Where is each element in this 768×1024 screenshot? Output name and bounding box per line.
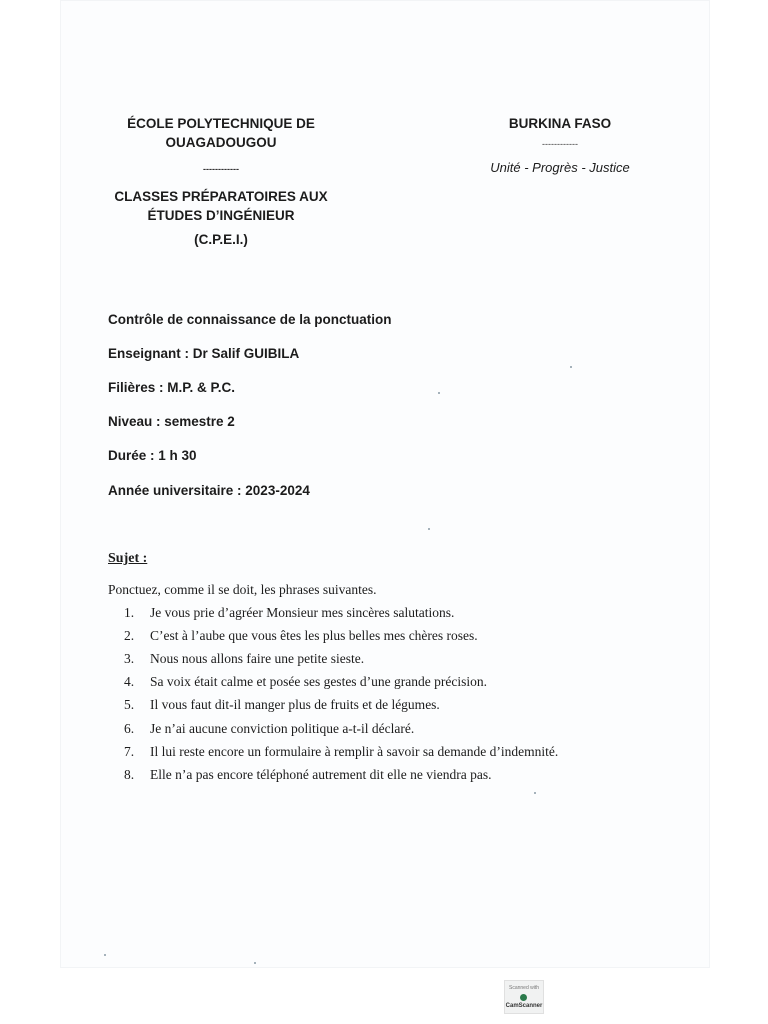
school-name-line2: OUAGADOUGOU — [165, 135, 277, 150]
item-number: 4. — [124, 674, 135, 689]
watermark-scanned-label: Scanned with — [508, 985, 540, 991]
list-item — [124, 628, 478, 644]
header-separator-right: ------------ — [542, 139, 578, 149]
scan-speck — [534, 792, 536, 794]
exam-title: Contrôle de connaissance de la ponctuation — [108, 312, 392, 327]
item-number: 2. — [124, 628, 135, 643]
scan-speck — [104, 954, 106, 956]
exam-duration: Durée : 1 h 30 — [108, 448, 197, 463]
list-item — [124, 605, 454, 621]
header-separator-left: ------------ — [203, 164, 239, 174]
item-text: C’est à l’aube que vous êtes les plus belles mes chères roses. — [150, 628, 478, 643]
item-text: Il lui reste encore un formulaire à remplir à savoir sa demande d’indemnité. — [150, 744, 559, 759]
national-motto: Unité - Progrès - Justice — [490, 160, 630, 175]
list-item — [124, 721, 414, 737]
exam-level: Niveau : semestre 2 — [108, 414, 235, 429]
item-text: Elle n’a pas encore téléphoné autrement dit elle ne viendra pas. — [150, 767, 492, 782]
item-number: 5. — [124, 697, 135, 712]
watermark-app-name-text: CamScanner — [505, 1003, 543, 1010]
exam-teacher: Enseignant : Dr Salif GUIBILA — [108, 346, 300, 361]
item-text: Il vous faut dit-il manger plus de fruits et de légumes. — [150, 697, 440, 712]
country-header — [470, 114, 650, 177]
item-text: Sa voix était calme et posée ses gestes d’une grande précision. — [150, 674, 488, 689]
item-number: 6. — [124, 721, 135, 736]
subject-heading: Sujet : — [108, 551, 148, 566]
scan-speck — [428, 528, 430, 530]
list-item — [124, 651, 364, 667]
classes-name-line2: ÉTUDES D’INGÉNIEUR — [147, 208, 295, 223]
list-item — [124, 744, 558, 760]
camscanner-icon — [520, 994, 527, 1001]
scan-speck — [254, 962, 256, 964]
item-number: 3. — [124, 651, 135, 666]
item-text: Nous nous allons faire une petite sieste. — [150, 651, 365, 666]
exam-year: Année universitaire : 2023-2024 — [108, 483, 310, 498]
item-number: 7. — [124, 744, 135, 759]
list-item — [124, 767, 491, 783]
exam-fields: Filières : M.P. & P.C. — [108, 380, 236, 395]
item-number: 1. — [124, 605, 135, 620]
institution-header — [108, 114, 334, 249]
item-text: Je vous prie d’agréer Monsieur mes sincères salutations. — [150, 605, 455, 620]
list-item — [124, 697, 440, 713]
watermark-app-name — [505, 994, 543, 1010]
country-name: BURKINA FASO — [508, 116, 612, 131]
camscanner-watermark — [504, 980, 544, 1014]
school-name-line1: ÉCOLE POLYTECHNIQUE DE — [127, 116, 315, 131]
classes-name-line1: CLASSES PRÉPARATOIRES AUX — [114, 189, 328, 204]
item-text: Je n’ai aucune conviction politique a-t-il déclaré. — [150, 721, 415, 736]
list-item — [124, 674, 487, 690]
item-number: 8. — [124, 767, 135, 782]
subject-instruction: Ponctuez, comme il se doit, les phrases suivantes. — [108, 582, 377, 597]
scan-speck — [570, 366, 572, 368]
classes-acronym: (C.P.E.I.) — [194, 232, 248, 247]
scan-speck — [438, 392, 440, 394]
